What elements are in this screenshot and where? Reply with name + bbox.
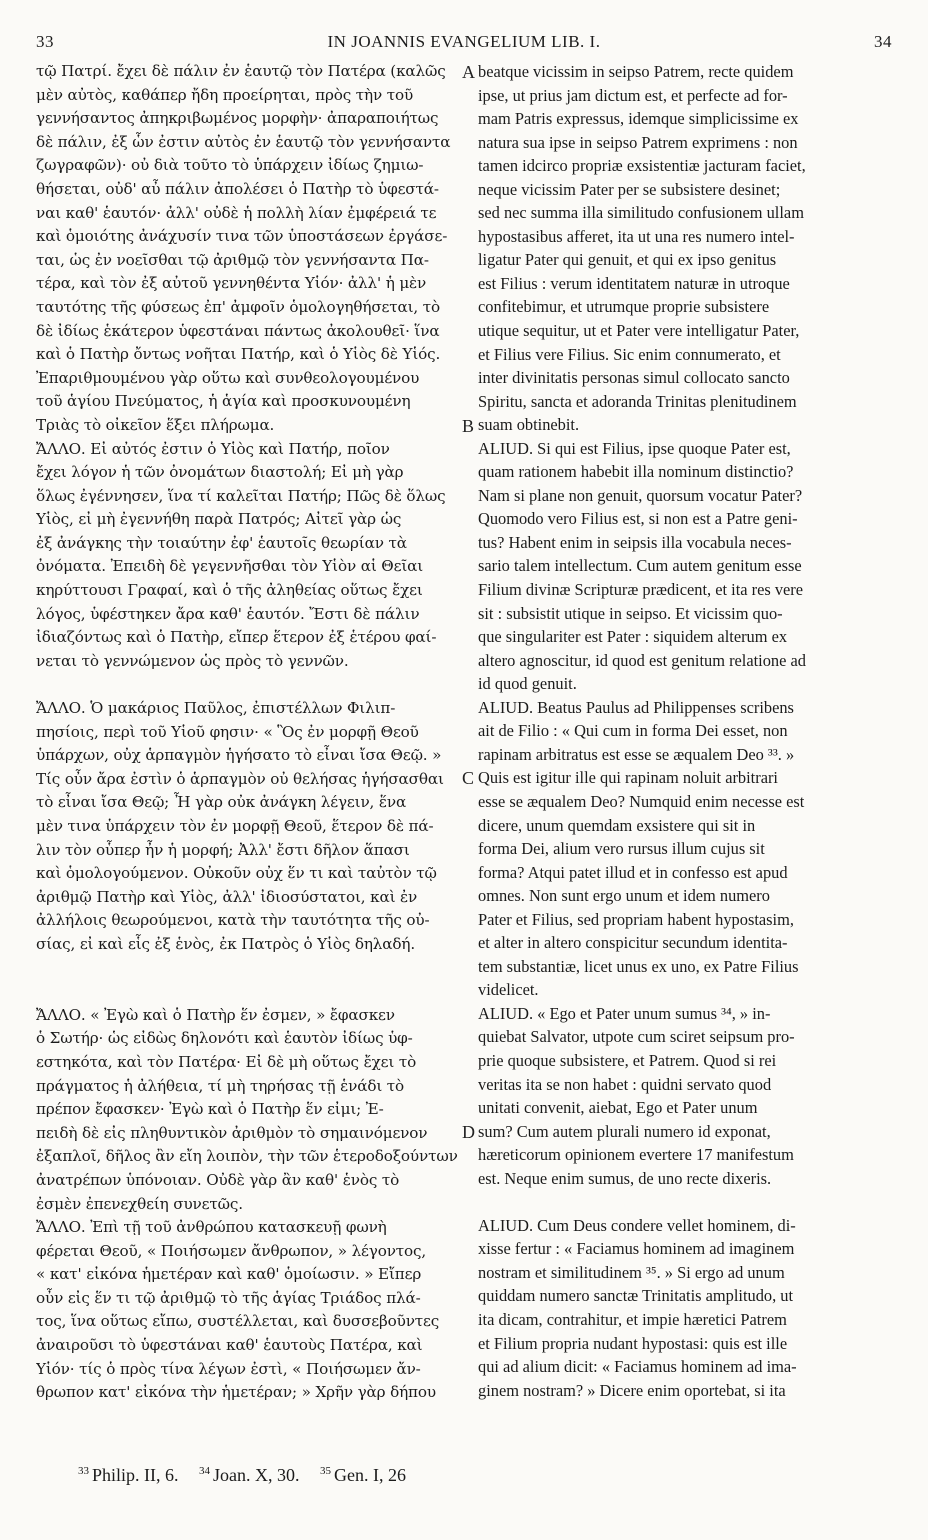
latin-text-line: quiebat Salvator, utpote cum sciret seipsum pro- bbox=[478, 1027, 795, 1047]
greek-text-line: τῷ Πατρί. ἔχει δὲ πάλιν ἐν ἑαυτῷ τὸν Πατέρα (καλῶς bbox=[36, 62, 446, 80]
greek-text-line: Υἱόν· τίς ὁ πρὸς τίνα λέγων ἐστὶ, « Ποιήσωμεν ἄν- bbox=[36, 1359, 421, 1378]
latin-text-line: ALIUD. Beatus Paulus ad Philippenses scribens bbox=[478, 697, 794, 717]
greek-text-line: πειδὴ δὲ εἰς πληθυντικὸν ἀριθμὸν τὸ σημαινόμενον bbox=[36, 1123, 428, 1142]
latin-text-line: Spiritu, sancta et adoranda Trinitas plenitudinem bbox=[478, 391, 797, 411]
latin-text-line: et Filius vere Filius. Sic enim connumerato, et bbox=[478, 344, 781, 364]
latin-text-line: et alter in altero conspicitur secundum identita- bbox=[478, 933, 788, 953]
greek-text-line: ἀνατρέπων ὑπόνοιαν. Οὐδὲ γὰρ ἂν καθ' ἑνὸς τὸ bbox=[36, 1170, 400, 1189]
greek-text-line: δὲ ἰδίως ἑκάτερον ὑφεστάναι πάντως ἀκολουθεῖ· ἵνα bbox=[36, 321, 440, 340]
footnotes bbox=[78, 1465, 778, 1486]
greek-text-line: ἐξαπλοῖ, δῆλος ἂν εἴη λοιπὸν, τὴν τῶν ἑτεροδοξούντων bbox=[36, 1147, 458, 1166]
latin-text-line: est. Neque enim sumus, de uno recte dixeris. bbox=[478, 1168, 772, 1188]
section-marker-a: A bbox=[462, 62, 475, 82]
latin-text-line: hypostasibus afferet, ita ut una res numero intel- bbox=[478, 226, 795, 246]
latin-text-line: tus? Habent enim in seipsis illa vocabula neces- bbox=[478, 532, 792, 552]
greek-text-line: καὶ ὁμοιότης ἀνάχυσίν τινα τῶν ὑποστάσεων ἐργάσε- bbox=[36, 227, 448, 246]
greek-text-line: ἀλλήλοις θεωρούμενοι, κατὰ τὴν ταυτότητα τῆς οὐ- bbox=[36, 911, 430, 930]
latin-text-line: tamen idcirco propriæ exsistentiæ jacturam faciet, bbox=[478, 156, 806, 176]
latin-text-line: quiddam numero sanctæ Trinitatis amplitudo, ut bbox=[478, 1286, 794, 1306]
page-header bbox=[36, 32, 892, 56]
latin-text-line: est Filius : verum identitatem naturæ in utroque bbox=[478, 273, 790, 293]
latin-text-line: prie quoque subsistere, et Patrem. Quod si rei bbox=[478, 1050, 777, 1070]
greek-text-line: ἀριθμῷ Πατὴρ καὶ Υἱὸς, ἀλλ' ἰδιοσύστατοι, καὶ ἐν bbox=[36, 887, 418, 906]
greek-text-line: τος, ἵνα οὕτως εἴπω, συστέλλεται, καὶ δυσσεβοῦντες bbox=[36, 1312, 440, 1331]
latin-text-line: omnes. Non sunt ergo unum et idem numero bbox=[478, 886, 770, 906]
running-title: IN JOANNIS EVANGELIUM LIB. I. bbox=[327, 32, 601, 51]
latin-text-line: ait de Filio : « Qui cum in forma Dei esset, non bbox=[478, 721, 788, 741]
greek-text-line: ὀνόματα. Ἐπειδὴ δὲ γεγεννῆσθαι τὸν Υἱὸν αἱ Θεῖαι bbox=[36, 557, 424, 576]
latin-text-line: rapinam arbitratus est esse se æqualem Deo ³³. » bbox=[478, 744, 795, 764]
greek-text-line: Τριὰς τὸ οἰκεῖον ἕξει πλήρωμα. bbox=[36, 415, 275, 434]
greek-text-line: ζωγραφῶν)· οὐ διὰ τοῦτο τὸ ὑπάρχειν ἰδίως ζημιω- bbox=[36, 156, 424, 175]
latin-text-line: inter divinitatis personas simul collocato sancto bbox=[478, 368, 790, 388]
latin-text-line: hæreticorum opinionem evertere 17 manifestum bbox=[478, 1145, 794, 1165]
footnote-35: $^{35}$ Gen. I, 26 bbox=[320, 1465, 406, 1485]
latin-text-line: qui ad alium dicit: « Faciamus hominem ad ima- bbox=[478, 1357, 797, 1377]
latin-text-line: Quomodo vero Filius est, si non est a Patre geni- bbox=[478, 509, 798, 529]
latin-text-line: esse se æqualem Deo? Numquid enim necesse est bbox=[478, 791, 805, 811]
greek-text-line: « κατ' εἰκόνα ἡμετέραν καὶ καθ' ὁμοίωσιν. » Εἴπερ bbox=[36, 1265, 422, 1284]
greek-text-line: τοῦ ἁγίου Πνεύματος, ἡ ἁγία καὶ προσκυνουμένη bbox=[36, 392, 411, 411]
latin-text-line: ALIUD. Si qui est Filius, ipse quoque Pater est, bbox=[478, 438, 791, 458]
latin-text-line: sum? Cum autem plurali numero id exponat, bbox=[478, 1121, 771, 1141]
latin-text-line: que singulariter est Pater : siquidem alterum ex bbox=[478, 627, 788, 647]
greek-text-line: εστηκότα, καὶ τὸν Πατέρα· Εἰ δὲ μὴ οὕτως ἔχει τὸ bbox=[36, 1052, 417, 1071]
greek-text-line: ἰδιαζόντως καὶ ὁ Πατὴρ, εἴπερ ἕτερον ἐξ ἑτέρου φαί- bbox=[36, 628, 437, 647]
greek-text-line: θρωπον κατ' εἰκόνα τὴν ἡμετέραν; » Χρῆν γὰρ δήπου bbox=[36, 1383, 436, 1402]
latin-text-line: mam Patris expressus, idemque simplicissime ex bbox=[478, 109, 799, 129]
greek-text-line: ταυτότης τῆς φύσεως ἐπ' ἀμφοῖν ὁμολογηθήσεται, τὸ bbox=[36, 297, 441, 316]
latin-text-line: Filium divinæ Scripturæ prædicent, et ita res vere bbox=[478, 580, 804, 600]
latin-column bbox=[478, 60, 892, 1440]
latin-text-line: veritas ita se non habet : quidni servato quod bbox=[478, 1074, 772, 1094]
greek-text-line: πράγματος ἡ ἀλήθεια, τί μὴ τηρήσας τῇ ἑνάδι τὸ bbox=[36, 1076, 405, 1095]
greek-text-line: ται, ὡς ἐν νοεῖσθαι τῷ ἀριθμῷ τὸν γεννήσαντα Πα- bbox=[36, 250, 429, 269]
greek-text-line: καὶ ὁ Πατὴρ ὄντως νοῆται Πατήρ, καὶ ὁ Υἱὸς δὲ Υἱός. bbox=[36, 345, 441, 364]
greek-text-line: κηρύττουσι Γραφαί, καὶ ὁ τῆς ἀληθείας οὕτως ἔχει bbox=[36, 581, 423, 600]
latin-text-line: altero agnoscitur, id quod est genitum relatione ad bbox=[478, 650, 806, 670]
latin-text-line: beatque vicissim in seipso Patrem, recte quidem bbox=[478, 62, 794, 81]
greek-text-line: ναι καθ' ἑαυτόν· ἀλλ' οὐδὲ ἡ πολλὴ λίαν ἐμφέρειά τε bbox=[36, 203, 437, 222]
latin-text-line: et Filium propria nudant hypostasi: quis est ille bbox=[478, 1333, 788, 1353]
latin-text-line bbox=[478, 1190, 892, 1214]
latin-text-line: sario talem intellectum. Cum autem genitum esse bbox=[478, 556, 802, 576]
section-marker-d: D bbox=[462, 1122, 475, 1142]
greek-text-line: σίας, εἰ καὶ εἷς ἐξ ἑνὸς, ἐκ Πατρὸς ὁ Υἱὸς δηλαδή. bbox=[36, 934, 416, 953]
latin-text-line: forma? Atqui patet illud et in confesso est apud bbox=[478, 862, 788, 882]
greek-text-line: ἌΛΛΟ. Εἰ αὐτός ἐστιν ὁ Υἱὸς καὶ Πατήρ, ποῖον bbox=[36, 439, 390, 458]
latin-text-line: videlicet. bbox=[478, 980, 539, 1000]
latin-text-line: ligatur Pater qui genuit, et qui ex ipso genitus bbox=[478, 250, 777, 270]
greek-text-line: ἀναιροῦσι τὸ ὑφεστάναι καθ' ἑαυτοὺς Πατέρα, καὶ bbox=[36, 1336, 423, 1355]
greek-text-line: ἌΛΛΟ. Ὁ μακάριος Παῦλος, ἐπιστέλλων Φιλιπ- bbox=[36, 699, 396, 718]
latin-text-line: natura sua ipse in seipso Patrem exprimens : non bbox=[478, 132, 798, 152]
greek-text-line: ἌΛΛΟ. Ἐπὶ τῇ τοῦ ἀνθρώπου κατασκευῇ φωνὴ bbox=[36, 1218, 387, 1237]
greek-text-line: τὸ εἶναι ἴσα Θεῷ; Ἦ γὰρ οὐκ ἀνάγκη λέγειν, ἕνα bbox=[36, 793, 407, 812]
greek-text-line: ὅλως ἐγέννησεν, ἵνα τί καλεῖται Πατήρ; Πῶς δὲ ὅλως bbox=[36, 486, 446, 505]
greek-text-line: φέρεται Θεοῦ, « Ποιήσωμεν ἄνθρωπον, » λέγοντος, bbox=[36, 1241, 427, 1260]
greek-text-line: ἌΛΛΟ. « Ἐγὼ καὶ ὁ Πατὴρ ἕν ἐσμεν, » ἔφασκεν bbox=[36, 1005, 395, 1024]
latin-text-line: Quis est igitur ille qui rapinam noluit arbitrari bbox=[478, 768, 778, 788]
latin-text-line: neque vicissim Pater per se subsistere desinet; bbox=[478, 179, 781, 199]
latin-text-line: Pater et Filius, sed propriam habent hypostasim, bbox=[478, 909, 794, 929]
greek-text-line: οὖν εἰς ἕν τι τῷ ἀριθμῷ τὸ τῆς ἁγίας Τριάδος πλά- bbox=[36, 1288, 421, 1307]
latin-text-line: ginem nostram? » Dicere enim oportebat, si ita bbox=[478, 1380, 786, 1400]
greek-text-line: Τίς οὖν ἄρα ἐστὶν ὁ ἁρπαγμὸν οὐ θελήσας ἡγήσασθαι bbox=[36, 769, 444, 788]
latin-text-line: confitebimur, et utrumque proprie subsistere bbox=[478, 297, 770, 317]
greek-text-line: καὶ ὁμολογούμενον. Οὐκοῦν οὐχ ἕν τι καὶ ταὐτὸν τῷ bbox=[36, 864, 437, 883]
section-marker-c: C bbox=[462, 768, 475, 788]
latin-text-line: ALIUD. « Ego et Pater unum sumus ³⁴, » in- bbox=[478, 1003, 771, 1023]
greek-text-line bbox=[36, 673, 460, 697]
greek-text-line: λόγος, ὑφέστηκεν ἄρα καθ' ἑαυτόν. Ἔστι δὲ πάλιν bbox=[36, 604, 420, 623]
greek-column bbox=[36, 60, 460, 1440]
latin-text-line: ipse, ut prius jam dictum est, et perfecte ad for- bbox=[478, 85, 788, 105]
greek-text-line: δὲ πάλιν, ἐξ ὧν ἐστιν αὐτὸς ἐν ἑαυτῷ τὸν γεννήσαντα bbox=[36, 132, 451, 151]
greek-text-line: θήσεται, οὐδ' αὖ πάλιν ἀπολέσει ὁ Πατὴρ τὸ ὑφεστά- bbox=[36, 179, 439, 198]
latin-text-line: tem substantiæ, licet unus ex uno, ex Patre Filius bbox=[478, 956, 799, 976]
page-number-left: 33 bbox=[36, 32, 54, 51]
latin-text-line: nostram et similitudinem ³⁵. » Si ergo ad unum bbox=[478, 1262, 785, 1282]
latin-text-line: suam obtinebit. bbox=[478, 415, 580, 435]
greek-text-line: μὲν αὐτὸς, καθάπερ ἤδη προείρηται, πρὸς τὴν τοῦ bbox=[36, 85, 414, 104]
greek-text-line: τέρα, καὶ τὸν ἐξ αὐτοῦ γεννηθέντα Υἱόν· ἀλλ' ἡ μὲν bbox=[36, 274, 427, 293]
latin-text-line: id quod genuit. bbox=[478, 674, 577, 694]
latin-text-line: forma Dei, alium vero rursus illum cujus sit bbox=[478, 839, 765, 859]
latin-text-line: ALIUD. Cum Deus condere vellet hominem, di- bbox=[478, 1215, 796, 1235]
greek-text-line: ἐξ ἀνάγκης τὴν τοιαύτην ἐφ' ἑαυτοῖς θεωρίαν τὰ bbox=[36, 533, 407, 552]
latin-text-line: dicere, unum quemdam exsistere qui sit in bbox=[478, 815, 756, 835]
footnote-34: $^{34}$ Joan. X, 30. bbox=[199, 1465, 300, 1485]
section-marker-b: B bbox=[462, 416, 475, 436]
footnote-33: $^{33}$ Philip. II, 6. bbox=[78, 1465, 179, 1485]
greek-text-line: ὁ Σωτήρ· ὡς εἰδὼς δηλονότι καὶ ἑαυτὸν ἰδίως ὑφ- bbox=[36, 1029, 413, 1048]
greek-text-line: Ἐπαριθμουμένου γὰρ οὕτω καὶ συνθεολογουμένου bbox=[36, 368, 420, 387]
greek-text-line: ἐσμὲν ἐπενεχθείη συνετῶς. bbox=[36, 1194, 243, 1213]
greek-text-line: νεται τὸ γεννώμενον ὡς πρὸς τὸ γεννῶν. bbox=[36, 651, 349, 670]
page-number-right: 34 bbox=[874, 32, 892, 51]
greek-text-line: πρέπον ἔφασκεν· Ἐγὼ καὶ ὁ Πατὴρ ἕν εἰμι; Ἐ- bbox=[36, 1100, 384, 1119]
greek-text-line: πησίοις, περὶ τοῦ Υἱοῦ φησιν· « Ὃς ἐν μορφῇ Θεοῦ bbox=[36, 722, 419, 741]
latin-text-line: Nam si plane non genuit, quorsum vocatur Pater? bbox=[478, 485, 803, 505]
latin-text-line: sit : subsistit utique in seipso. Et vicissim quo- bbox=[478, 603, 783, 623]
greek-text-line: ὑπάρχων, οὐχ ἁρπαγμὸν ἡγήσατο τὸ εἶναι ἴσα Θεῷ. » bbox=[36, 746, 442, 765]
greek-text-line: ἔχει λόγον ἡ τῶν ὀνομάτων διαστολή; Εἰ μὴ γὰρ bbox=[36, 463, 404, 482]
latin-text-line: sed nec summa illa similitudo confusionem ullam bbox=[478, 203, 804, 223]
latin-text-line: utique sequitur, ut et Pater vere intelligatur Pater, bbox=[478, 321, 800, 341]
greek-text-line: Υἱὸς, εἰ μὴ ἐγεννήθη παρὰ Πατρός; Αἰτεῖ γὰρ ὡς bbox=[36, 510, 402, 529]
latin-text-line: ita dicam, contrahitur, et impie hæretici Patrem bbox=[478, 1309, 787, 1329]
greek-text-line: μὲν τινα ὑπάρχειν τὸν ἐν μορφῇ Θεοῦ, ἕτερον δὲ πά- bbox=[36, 817, 434, 835]
latin-text-line: xisse fertur : « Faciamus hominem ad imaginem bbox=[478, 1239, 795, 1259]
latin-text-line: unitati convenit, aiebat, Ego et Pater unum bbox=[478, 1098, 758, 1118]
latin-text-line: quam rationem habebit illa nominum distinctio? bbox=[478, 462, 794, 482]
greek-text-line bbox=[36, 980, 460, 1004]
greek-text-line bbox=[36, 957, 460, 981]
greek-text-line: γεννήσαντος ἀπηκριβωμένος μορφὴν· ἀπαραποιήτως bbox=[36, 109, 439, 128]
greek-text-line: λιν τὸν οὗπερ ἦν ἡ μορφή; Ἀλλ' ἔστι δῆλον ἅπασι bbox=[36, 840, 410, 859]
